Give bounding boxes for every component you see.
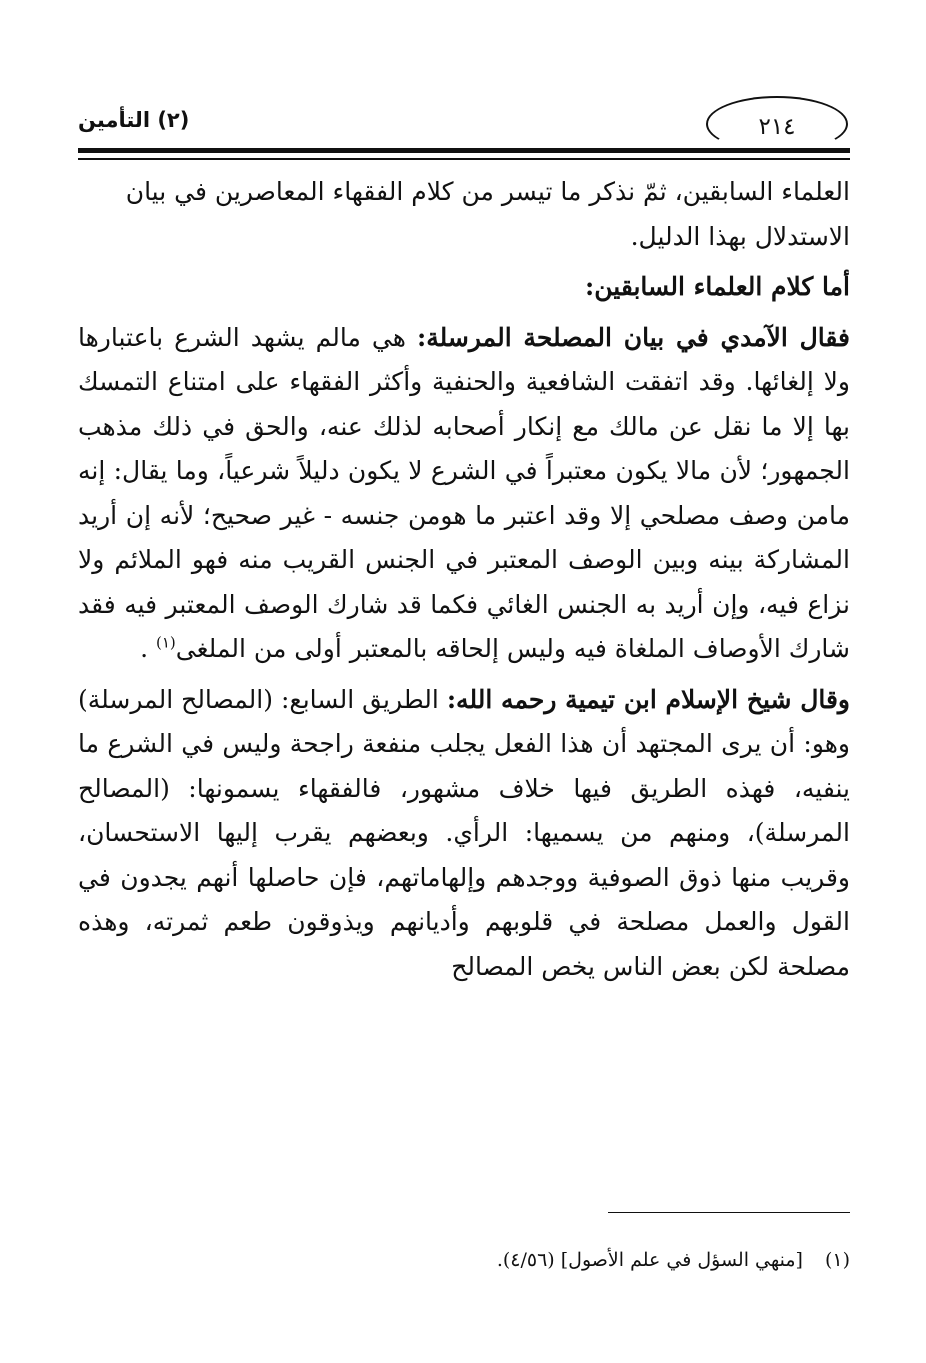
header-rule-thin: [78, 158, 850, 160]
amidi-end: .: [140, 634, 156, 663]
book-title: (٢) التأمين: [78, 108, 190, 132]
paragraph-ibn-taymiyyah: [78, 678, 850, 990]
page-header: [78, 96, 850, 166]
footnote: [78, 1246, 850, 1274]
amidi-text: هي مالم يشهد الشرع باعتبارها ولا إلغائها. وقد اتفقت الشافعية والحنفية وأكثر الفقهاء على امتناع التمسك بها إلا ما نقل عن مالك مع إنكار أصحابه لذلك عنه، والحق في ذلك مذهب الجمهور؛ لأن مالا يكون معتبراً في الشرع لا يكون دليلاً شرعياً، وما يقال: إنه مامن وصف مصلحي إلا وقد اعتبر ما هومن جنسه - غير صحيح؛ لأنه إن أريد المشاركة بينه وبين الوصف المعتبر في الجنس القريب منه فهو الملائم ولا نزاع فيه، وإن أريد به الجنس الغائي فكما قد شارك الوصف المعتبر فيه فقد شارك الأوصاف الملغاة فيه وليس إلحاقه بالمعتبر أولى من الملغى: [78, 322, 850, 663]
amidi-lead: فقال الآمدي في بيان المصلحة المرسلة:: [416, 322, 850, 352]
footnote-separator: [608, 1212, 850, 1213]
body-text: [78, 170, 850, 989]
page-number: ٢١٤: [758, 114, 796, 140]
footnote-number: (١): [824, 1249, 850, 1271]
ibn-taymiyyah-lead: وقال شيخ الإسلام ابن تيمية رحمه الله:: [446, 684, 850, 714]
header-rule-thick: [78, 148, 850, 153]
ibn-taymiyyah-text: الطريق السابع: (المصالح المرسلة) وهو: أن يرى المجتهد أن هذا الفعل يجلب منفعة راجحة وليس في الشرع ما ينفيه، فهذه الطريق فيها خلاف مشهور، فالفقهاء يسمونها: (المصالح المرسلة)، ومنهم من يسميها: الرأي. وبعضهم يقرب إليها الاستحسان، وقريب منها ذوق الصوفية ووجدهم وإلهاماتهم، فإن حاصلها أنهم يجدون في القول والعمل مصلحة في قلوبهم وأديانهم ويذوقون طعم ثمرته، وهذه مصلحة لكن بعض الناس يخص المصالح: [78, 684, 850, 981]
footnote-text: [منهي السؤل في علم الأصول] (٤/٥٦).: [496, 1249, 803, 1271]
section-heading: أما كلام العلماء السابقين:: [585, 272, 850, 301]
footnote-reference[interactable]: (١): [156, 633, 176, 652]
intro-line-1: العلماء السابقين، ثمّ نذكر ما تيسر من كلام الفقهاء المعاصرين في بيان: [125, 177, 850, 206]
intro-line-2: الاستدلال بهذا الدليل.: [630, 221, 850, 251]
paragraph-intro: [78, 170, 850, 259]
paragraph-amidi: [78, 316, 850, 672]
